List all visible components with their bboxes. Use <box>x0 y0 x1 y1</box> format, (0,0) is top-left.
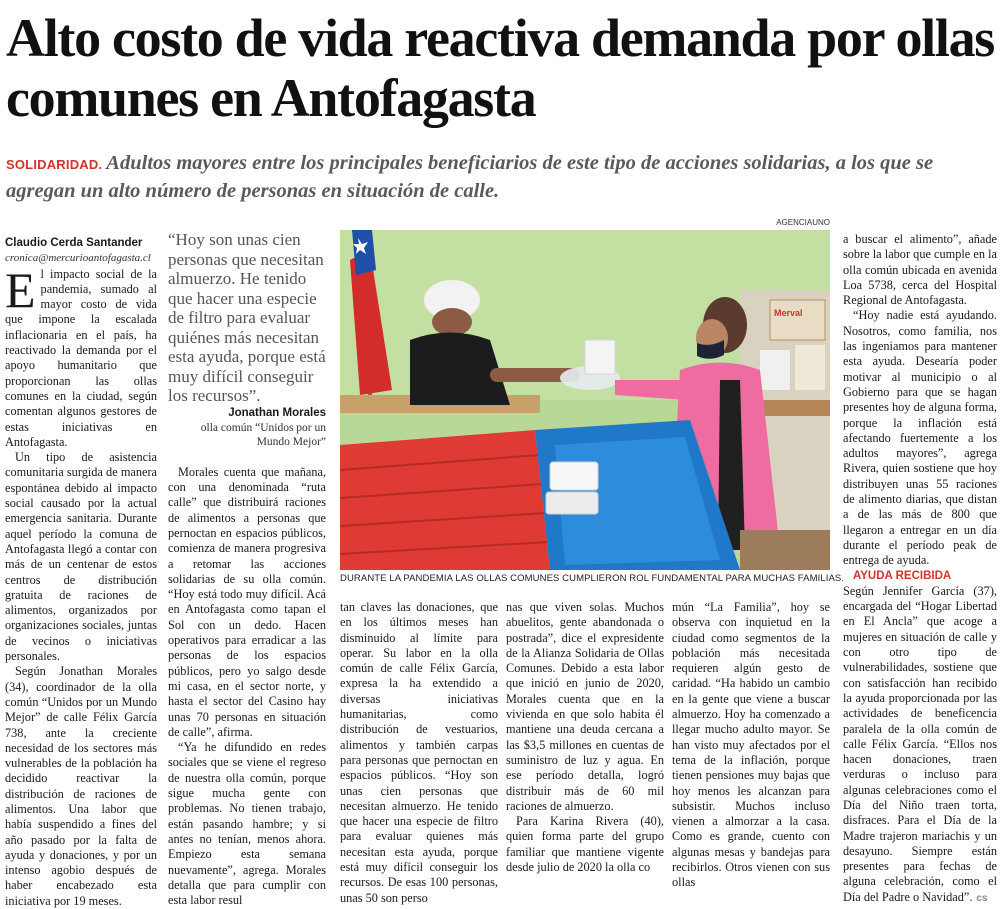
lead-text: l impacto social de la pandemia, sumado al mayor costo de vida que impone la escalada inflacionaria en el país, ha reactivado la demanda por el apoyo humanitario que proporcionan las ollas comunes en la ciudad, según comentan algunos gestores de estas iniciativas en Antofagasta. <box>5 266 157 449</box>
byline-email[interactable]: cronica@mercurioantofagasta.cl <box>5 252 151 265</box>
paragraph: “Hoy nadie está ayudando. Nosotros, como familia, nos las ingeniamos para mantener esta ayuda. Desearía poder motivar al municipio o al Gobierno para que se hagan presentes hoy de alguna forma, porque la inflación está afectando fuertemente a los adultos mayores”, agrega Rivera, quien sostiene que hoy distribuyen unas 55 raciones de alimento diarias, que distan a de las más de 800 que llegaron a entregar en un día durante el período peak de entrega de ayuda. <box>843 308 997 568</box>
pull-quote-text: “Hoy son unas cien personas que necesitan almuerzo. He tenido que hacer una especie de filtro para evaluar quiénes más necesitan esta ayuda, porque está muy difícil conseguir los recursos”. <box>168 230 326 405</box>
lead-paragraph <box>5 261 157 451</box>
pull-quote-author: Jonathan Morales <box>228 406 326 419</box>
paragraph: mún “La Familia”, hoy se observa con inquietud en la ciudad como segmentos de la población más necesitada requieren algún gesto de caridad. “Ha habido un cambio en la gente que viene a buscar almuerzo. Hoy ha comenzado a llegar mucho adulto mayor. Se han visto muy afectados por el tema de la inflación, porque tienen pensiones muy bajas que hoy menos les alcanzan para subsistir. Muchos incluso vienen a almorzar a la casa. Como es grande, cuento con algunas mesas y bandejas para recibirlos. Otros vienen con sus ollas <box>672 600 830 890</box>
paragraph <box>843 584 997 906</box>
paragraph: Morales cuenta que mañana, con una denominada “ruta calle” que distribuirá raciones de alimentos a personas que pernoctan en espacios públicos, comienza de manera progresiva a retomar las acciones solidarias de su olla común. “Hoy está todo muy difícil. Acá en Antofagasta como tapan el Sol con un dedo. Hacen operativos para erradicar a las personas de los espacios públicos, pero yo salgo desde mi casa, en el sector norte, y hasta el sector del Casino hay unas 70 personas en situación de calle”, afirma. <box>168 464 326 739</box>
paragraph: tan claves las donaciones, que en los últimos meses han disminuido al límite para operar. Su labor en la olla común de calle Félix García, expresa la ha extendido a diversas iniciativas humanitarias, como distribución de vestuarios, alimentos y también carpas para personas que pernoctan en espacios públicos. “Hoy son unas cien personas que necesitan almuerzo. He tenido que hacer una especie de filtro para evaluar quienes más necesitan esta ayuda, porque está muy difícil conseguir los recursos. De esas 100 personas, unas 50 son perso <box>340 600 498 905</box>
paragraph: Según Jonathan Morales (34), coordinador de la olla común “Unidos por un Mundo Mejor” de calle Félix García 738, ante la creciente necesidad de los sectores más vulnerables de la población ha decidido reactivar la distribución de raciones de alimentos. Una labor que había suspendido a fines del año pasado por la falta de ayuda y donaciones, y por un intenso agobio después de haber encabezado esta iniciativa por 19 meses. <box>5 664 157 908</box>
subhead <box>6 150 996 204</box>
photo-credit: AGENCIAUNO <box>776 218 830 227</box>
pull-quote <box>168 230 326 449</box>
paragraph-text: Según Jennifer García (37), encargada del “Hogar Libertad en El Ancla” que acoge a mujeres en situación de calle y con otro tipo de vulnerabilidades, sostiene que con satisfacción han recibido la ayuda proporcionada por las actividades de beneficencia paralela de la olla común de calle Félix García. “Ellos nos hacen donaciones, traen verduras o incluso para algunas celebraciones como el Día del Niño traen torta, disfraces. Para el Día de la Madre trajeron mariachis y un desayuno. Siempre están presentes para fechas de alguna celebración, como el Día del Padre o Navidad”. <box>843 583 997 904</box>
dropcap: E <box>5 261 36 318</box>
column-1 <box>5 236 157 908</box>
column-4 <box>506 600 664 886</box>
end-mark: cs <box>976 892 988 904</box>
byline-author: Claudio Cerda Santander <box>5 237 143 249</box>
red-table <box>340 430 550 570</box>
column-2 <box>168 230 326 908</box>
kicker: SOLIDARIDAD. <box>6 157 103 172</box>
pull-quote-role: olla común “Unidos por un Mundo Mejor” <box>200 421 326 448</box>
subhead-text: Adultos mayores entre los principales beneficiarios de este tipo de acciones solidarias, a los que se agregan un alto número de personas en situación de calle. <box>6 152 934 202</box>
photo-illustration <box>340 230 830 570</box>
headline: Alto costo de vida reactiva demanda por ollas comunes en Antofagasta <box>6 8 994 128</box>
paragraph: “Ya he difundido en redes sociales que se viene el regreso de nuestra olla común, porque sigue mucha gente con problemas. No tienen trabajo, están pasando hambre; y si antes no tenían, menos ahora. Empiezo esta semana nuevamente”, agrega. Morales detalla que para cumplir con esta labor resul <box>168 740 326 908</box>
paragraph: nas que viven solas. Muchos abuelitos, gente abandonada o postrada”, dice el expresidente de la Alianza Solidaria de Ollas Comunes. Debido a esta labor que inició en junio de 2020, Morales cuenta que en la vivienda en que solo habita él mantiene una deuda cercana a las $3,5 millones en cuentas de suministro de luz y agua. En ese período detalla, logró distribuir más de 60 mil raciones de almuerzo. <box>506 600 664 813</box>
column-6 <box>843 232 997 904</box>
box-label: Merval <box>774 308 803 318</box>
paragraph: a buscar el alimento”, añade sobre la labor que cumple en la olla común ubicada en avenida Loa 5738, cerca del Hospital Regional de Antofagasta. <box>843 232 997 308</box>
paragraph: Un tipo de asistencia comunitaria surgida de manera espontánea debido al impacto social causado por la actual emergencia sanitaria. Durante aquel período la comuna de Antofagasta llegó a contar con más de un centenar de estos centros de distribución gratuita de raciones de alimentos, organizados por organizaciones sociales, juntas de vecinos o iniciativas personales. <box>5 450 157 664</box>
food-container <box>550 462 598 490</box>
column-5 <box>672 600 830 890</box>
paragraph: Para Karina Rivera (40), quien forma parte del grupo familiar que mantiene vigente desde julio de 2020 la olla co <box>506 814 664 875</box>
photo-caption: DURANTE LA PANDEMIA LAS OLLAS COMUNES CUMPLIERON ROL FUNDAMENTAL PARA MUCHAS FAMILIAS. <box>340 573 845 584</box>
section-title: AYUDA RECIBIDA <box>853 569 952 582</box>
column-3 <box>340 600 498 905</box>
news-photo <box>340 230 830 570</box>
